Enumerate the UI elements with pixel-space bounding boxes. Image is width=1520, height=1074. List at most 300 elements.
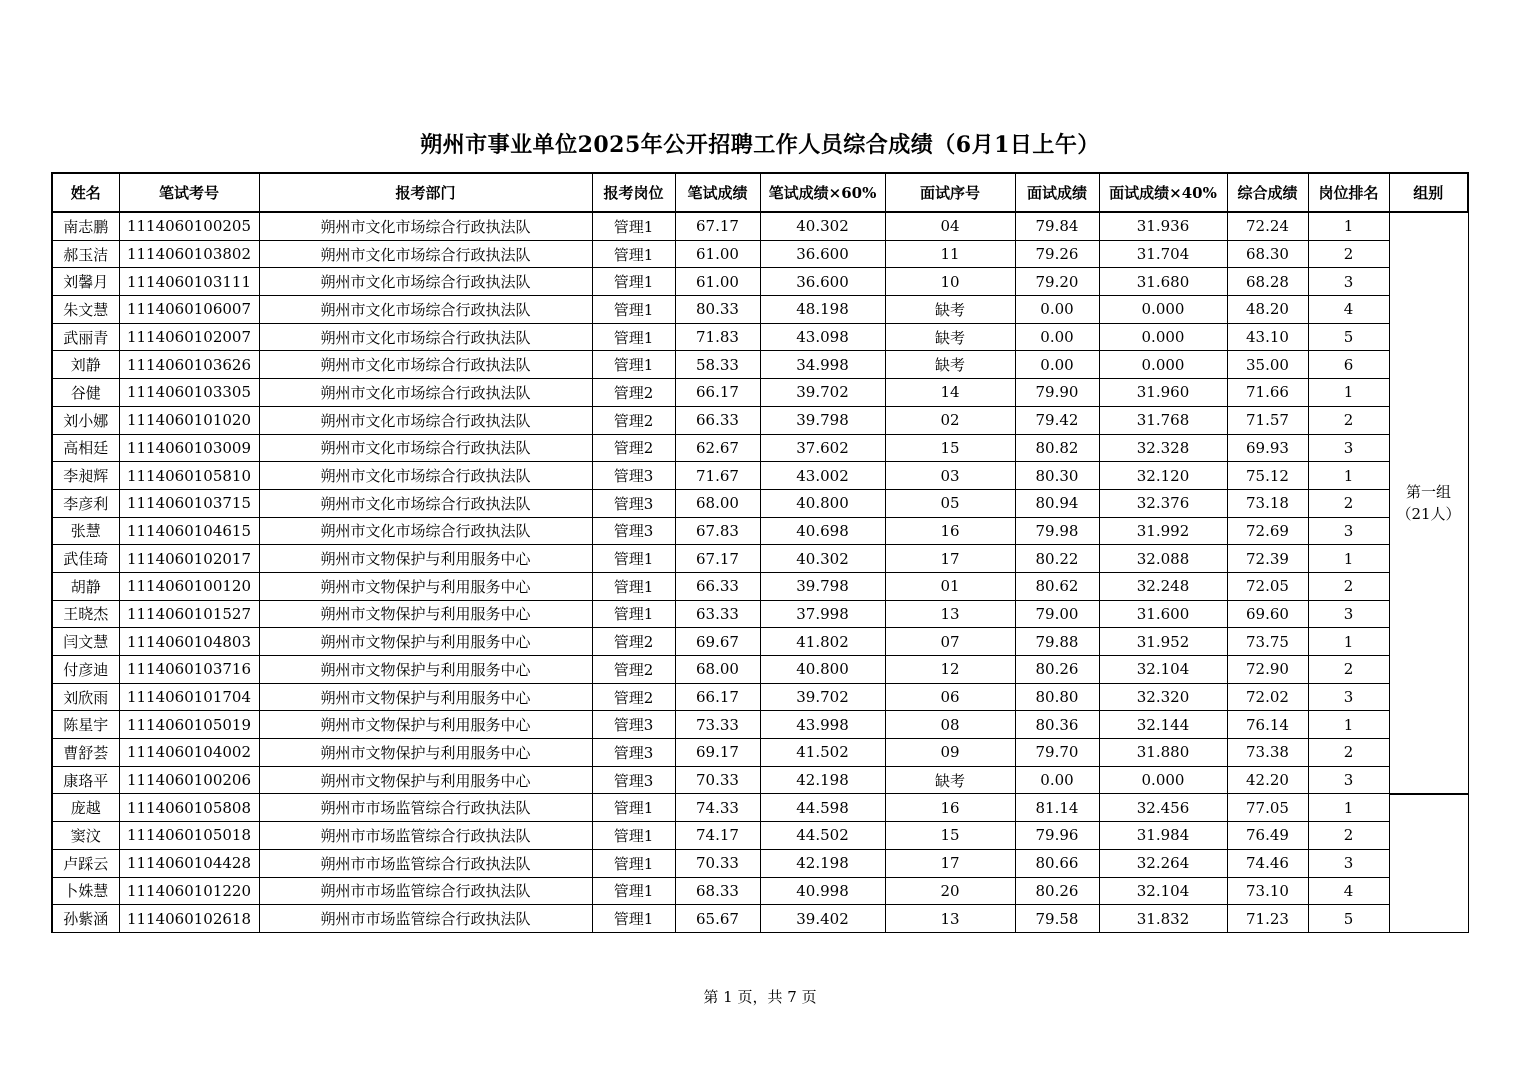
cell-exam-id: 1114060102618: [119, 905, 259, 933]
cell-total-score: 71.66: [1227, 379, 1308, 407]
cell-written-60: 39.402: [760, 905, 885, 933]
cell-written-score: 68.00: [675, 656, 760, 684]
cell-interview-seq: 缺考: [885, 296, 1015, 324]
table-row: [52, 489, 1468, 517]
cell-rank: 5: [1308, 323, 1389, 351]
cell-written-60: 41.502: [760, 739, 885, 767]
header-interview-40: 面试成绩×40%: [1099, 173, 1227, 212]
cell-exam-id: 1114060105810: [119, 462, 259, 490]
table-row: [52, 351, 1468, 379]
cell-written-60: 43.998: [760, 711, 885, 739]
table-row: [52, 794, 1468, 822]
table-row: [52, 462, 1468, 490]
cell-interview-40: 31.768: [1099, 406, 1227, 434]
cell-written-score: 66.17: [675, 683, 760, 711]
cell-department: 朔州市文化市场综合行政执法队: [259, 489, 592, 517]
table-row: [52, 739, 1468, 767]
cell-interview-seq: 05: [885, 489, 1015, 517]
cell-exam-id: 1114060105018: [119, 822, 259, 850]
table-row: [52, 766, 1468, 794]
cell-written-60: 37.602: [760, 434, 885, 462]
cell-name: 郝玉洁: [52, 240, 119, 268]
cell-exam-id: 1114060101527: [119, 600, 259, 628]
cell-interview-score: 0.00: [1015, 351, 1099, 379]
cell-name: 刘馨月: [52, 268, 119, 296]
cell-department: 朔州市文化市场综合行政执法队: [259, 268, 592, 296]
cell-written-score: 70.33: [675, 849, 760, 877]
cell-post: 管理1: [592, 240, 675, 268]
cell-rank: 3: [1308, 434, 1389, 462]
cell-post: 管理2: [592, 628, 675, 656]
cell-interview-score: 80.26: [1015, 877, 1099, 905]
cell-written-score: 69.67: [675, 628, 760, 656]
cell-interview-score: 80.26: [1015, 656, 1099, 684]
cell-name: 武佳琦: [52, 545, 119, 573]
cell-post: 管理1: [592, 849, 675, 877]
cell-rank: 1: [1308, 462, 1389, 490]
table-row: [52, 296, 1468, 324]
cell-written-score: 62.67: [675, 434, 760, 462]
cell-interview-seq: 13: [885, 905, 1015, 933]
cell-exam-id: 1114060101020: [119, 406, 259, 434]
cell-written-60: 43.098: [760, 323, 885, 351]
cell-post: 管理1: [592, 600, 675, 628]
table-row: [52, 711, 1468, 739]
cell-department: 朔州市市场监管综合行政执法队: [259, 877, 592, 905]
cell-interview-score: 80.22: [1015, 545, 1099, 573]
cell-name: 刘静: [52, 351, 119, 379]
cell-interview-seq: 03: [885, 462, 1015, 490]
cell-interview-seq: 缺考: [885, 323, 1015, 351]
table-row: [52, 268, 1468, 296]
cell-exam-id: 1114060103009: [119, 434, 259, 462]
cell-exam-id: 1114060100206: [119, 766, 259, 794]
cell-total-score: 76.14: [1227, 711, 1308, 739]
cell-written-60: 40.998: [760, 877, 885, 905]
cell-total-score: 35.00: [1227, 351, 1308, 379]
cell-name: 李彦利: [52, 489, 119, 517]
cell-interview-score: 79.26: [1015, 240, 1099, 268]
table-row: [52, 212, 1468, 240]
cell-interview-score: 79.98: [1015, 517, 1099, 545]
cell-total-score: 68.28: [1227, 268, 1308, 296]
cell-written-60: 40.698: [760, 517, 885, 545]
table-row: [52, 406, 1468, 434]
cell-post: 管理1: [592, 545, 675, 573]
cell-written-score: 70.33: [675, 766, 760, 794]
cell-rank: 5: [1308, 905, 1389, 933]
cell-exam-id: 1114060101220: [119, 877, 259, 905]
cell-interview-40: 0.000: [1099, 296, 1227, 324]
cell-name: 胡静: [52, 572, 119, 600]
cell-rank: 6: [1308, 351, 1389, 379]
cell-written-60: 41.802: [760, 628, 885, 656]
cell-total-score: 72.69: [1227, 517, 1308, 545]
cell-written-score: 74.33: [675, 794, 760, 822]
cell-interview-40: 31.960: [1099, 379, 1227, 407]
cell-post: 管理3: [592, 766, 675, 794]
cell-rank: 3: [1308, 600, 1389, 628]
cell-post: 管理1: [592, 905, 675, 933]
cell-exam-id: 1114060106007: [119, 296, 259, 324]
cell-written-score: 61.00: [675, 268, 760, 296]
cell-department: 朔州市文物保护与利用服务中心: [259, 656, 592, 684]
table-row: [52, 822, 1468, 850]
cell-interview-40: 32.456: [1099, 794, 1227, 822]
cell-post: 管理1: [592, 822, 675, 850]
cell-exam-id: 1114060104002: [119, 739, 259, 767]
cell-interview-40: 32.104: [1099, 877, 1227, 905]
cell-written-score: 67.17: [675, 212, 760, 240]
cell-name: 刘小娜: [52, 406, 119, 434]
cell-total-score: 42.20: [1227, 766, 1308, 794]
cell-department: 朔州市文化市场综合行政执法队: [259, 434, 592, 462]
cell-post: 管理2: [592, 434, 675, 462]
cell-post: 管理2: [592, 406, 675, 434]
cell-exam-id: 1114060102017: [119, 545, 259, 573]
cell-written-score: 67.83: [675, 517, 760, 545]
cell-department: 朔州市文化市场综合行政执法队: [259, 323, 592, 351]
cell-total-score: 73.10: [1227, 877, 1308, 905]
cell-total-score: 69.60: [1227, 600, 1308, 628]
cell-interview-score: 80.80: [1015, 683, 1099, 711]
cell-written-score: 65.67: [675, 905, 760, 933]
cell-post: 管理1: [592, 794, 675, 822]
cell-interview-40: 31.880: [1099, 739, 1227, 767]
group-label: 第一组 （21人）: [1389, 212, 1468, 794]
header-written-60: 笔试成绩×60%: [760, 173, 885, 212]
cell-exam-id: 1114060104615: [119, 517, 259, 545]
cell-post: 管理1: [592, 296, 675, 324]
cell-rank: 2: [1308, 739, 1389, 767]
cell-name: 陈星宇: [52, 711, 119, 739]
cell-post: 管理3: [592, 517, 675, 545]
cell-department: 朔州市市场监管综合行政执法队: [259, 905, 592, 933]
cell-name: 王晓杰: [52, 600, 119, 628]
cell-written-score: 66.33: [675, 406, 760, 434]
cell-department: 朔州市文化市场综合行政执法队: [259, 296, 592, 324]
cell-post: 管理3: [592, 711, 675, 739]
header-department: 报考部门: [259, 173, 592, 212]
table-row: [52, 434, 1468, 462]
cell-interview-score: 79.70: [1015, 739, 1099, 767]
cell-interview-40: 0.000: [1099, 351, 1227, 379]
table-row: [52, 656, 1468, 684]
cell-exam-id: 1114060103715: [119, 489, 259, 517]
cell-exam-id: 1114060100205: [119, 212, 259, 240]
cell-rank: 4: [1308, 296, 1389, 324]
cell-interview-score: 79.90: [1015, 379, 1099, 407]
cell-written-score: 80.33: [675, 296, 760, 324]
cell-written-score: 61.00: [675, 240, 760, 268]
cell-written-score: 71.67: [675, 462, 760, 490]
header-rank: 岗位排名: [1308, 173, 1389, 212]
cell-total-score: 74.46: [1227, 849, 1308, 877]
cell-interview-score: 80.36: [1015, 711, 1099, 739]
cell-total-score: 72.90: [1227, 656, 1308, 684]
cell-post: 管理1: [592, 351, 675, 379]
cell-interview-score: 79.84: [1015, 212, 1099, 240]
table-row: [52, 323, 1468, 351]
cell-total-score: 43.10: [1227, 323, 1308, 351]
cell-total-score: 72.39: [1227, 545, 1308, 573]
cell-exam-id: 1114060103111: [119, 268, 259, 296]
cell-rank: 2: [1308, 489, 1389, 517]
cell-total-score: 73.75: [1227, 628, 1308, 656]
cell-department: 朔州市文化市场综合行政执法队: [259, 406, 592, 434]
page-footer: 第 1 页，共 7 页: [703, 988, 817, 1006]
cell-interview-seq: 02: [885, 406, 1015, 434]
cell-rank: 3: [1308, 268, 1389, 296]
cell-interview-score: 80.30: [1015, 462, 1099, 490]
cell-interview-score: 80.66: [1015, 849, 1099, 877]
cell-written-score: 66.33: [675, 572, 760, 600]
cell-name: 南志鹏: [52, 212, 119, 240]
cell-exam-id: 1114060105808: [119, 794, 259, 822]
cell-rank: 1: [1308, 379, 1389, 407]
cell-name: 谷健: [52, 379, 119, 407]
cell-exam-id: 1114060100120: [119, 572, 259, 600]
cell-post: 管理1: [592, 323, 675, 351]
cell-interview-seq: 11: [885, 240, 1015, 268]
cell-total-score: 69.93: [1227, 434, 1308, 462]
table-row: [52, 849, 1468, 877]
cell-interview-40: 31.704: [1099, 240, 1227, 268]
page-title: 朔州市事业单位2025年公开招聘工作人员综合成绩（6月1日上午）: [420, 132, 1100, 158]
cell-written-score: 67.17: [675, 545, 760, 573]
cell-department: 朔州市文物保护与利用服务中心: [259, 600, 592, 628]
table-row: [52, 379, 1468, 407]
cell-rank: 2: [1308, 822, 1389, 850]
cell-written-60: 40.302: [760, 212, 885, 240]
cell-name: 卜姝慧: [52, 877, 119, 905]
cell-rank: 3: [1308, 683, 1389, 711]
cell-exam-id: 1114060103626: [119, 351, 259, 379]
cell-total-score: 75.12: [1227, 462, 1308, 490]
header-total-score: 综合成绩: [1227, 173, 1308, 212]
cell-name: 闫文慧: [52, 628, 119, 656]
cell-interview-40: 32.328: [1099, 434, 1227, 462]
cell-interview-score: 80.82: [1015, 434, 1099, 462]
table-row: [52, 240, 1468, 268]
cell-interview-40: 31.680: [1099, 268, 1227, 296]
cell-post: 管理3: [592, 489, 675, 517]
cell-interview-seq: 17: [885, 849, 1015, 877]
table-row: [52, 905, 1468, 933]
cell-post: 管理3: [592, 739, 675, 767]
cell-interview-seq: 09: [885, 739, 1015, 767]
table-row: [52, 545, 1468, 573]
cell-rank: 1: [1308, 711, 1389, 739]
cell-post: 管理1: [592, 212, 675, 240]
cell-interview-score: 0.00: [1015, 323, 1099, 351]
cell-interview-seq: 01: [885, 572, 1015, 600]
cell-department: 朔州市文物保护与利用服务中心: [259, 739, 592, 767]
header-row: [52, 173, 1468, 212]
cell-exam-id: 1114060105019: [119, 711, 259, 739]
cell-name: 刘欣雨: [52, 683, 119, 711]
cell-rank: 3: [1308, 766, 1389, 794]
cell-interview-seq: 12: [885, 656, 1015, 684]
cell-interview-seq: 缺考: [885, 766, 1015, 794]
cell-interview-seq: 14: [885, 379, 1015, 407]
header-post: 报考岗位: [592, 173, 675, 212]
cell-interview-40: 31.600: [1099, 600, 1227, 628]
cell-total-score: 48.20: [1227, 296, 1308, 324]
cell-interview-seq: 15: [885, 822, 1015, 850]
cell-written-60: 40.800: [760, 656, 885, 684]
cell-interview-score: 79.88: [1015, 628, 1099, 656]
cell-name: 曹舒荟: [52, 739, 119, 767]
cell-total-score: 72.24: [1227, 212, 1308, 240]
cell-post: 管理2: [592, 379, 675, 407]
cell-rank: 3: [1308, 517, 1389, 545]
cell-interview-score: 80.62: [1015, 572, 1099, 600]
header-written-score: 笔试成绩: [675, 173, 760, 212]
cell-interview-seq: 20: [885, 877, 1015, 905]
cell-interview-score: 81.14: [1015, 794, 1099, 822]
cell-total-score: 73.38: [1227, 739, 1308, 767]
cell-exam-id: 1114060103716: [119, 656, 259, 684]
cell-written-60: 43.002: [760, 462, 885, 490]
cell-interview-score: 0.00: [1015, 766, 1099, 794]
cell-interview-seq: 10: [885, 268, 1015, 296]
cell-total-score: 76.49: [1227, 822, 1308, 850]
cell-name: 李昶辉: [52, 462, 119, 490]
cell-interview-score: 0.00: [1015, 296, 1099, 324]
cell-department: 朔州市文物保护与利用服务中心: [259, 711, 592, 739]
cell-total-score: 71.57: [1227, 406, 1308, 434]
cell-written-60: 39.798: [760, 572, 885, 600]
cell-rank: 2: [1308, 406, 1389, 434]
cell-rank: 2: [1308, 572, 1389, 600]
cell-written-60: 34.998: [760, 351, 885, 379]
cell-exam-id: 1114060101704: [119, 683, 259, 711]
cell-department: 朔州市市场监管综合行政执法队: [259, 794, 592, 822]
cell-department: 朔州市文物保护与利用服务中心: [259, 545, 592, 573]
cell-written-score: 69.17: [675, 739, 760, 767]
cell-name: 朱文慧: [52, 296, 119, 324]
cell-department: 朔州市文化市场综合行政执法队: [259, 212, 592, 240]
cell-department: 朔州市文物保护与利用服务中心: [259, 766, 592, 794]
cell-department: 朔州市文化市场综合行政执法队: [259, 240, 592, 268]
cell-name: 孙紫涵: [52, 905, 119, 933]
cell-interview-40: 32.264: [1099, 849, 1227, 877]
cell-written-score: 58.33: [675, 351, 760, 379]
cell-written-60: 44.598: [760, 794, 885, 822]
cell-interview-40: 31.992: [1099, 517, 1227, 545]
cell-interview-40: 32.104: [1099, 656, 1227, 684]
cell-name: 张慧: [52, 517, 119, 545]
table-row: [52, 683, 1468, 711]
cell-interview-40: 0.000: [1099, 766, 1227, 794]
cell-written-60: 48.198: [760, 296, 885, 324]
cell-written-60: 40.302: [760, 545, 885, 573]
cell-rank: 1: [1308, 628, 1389, 656]
cell-rank: 4: [1308, 877, 1389, 905]
cell-interview-40: 32.376: [1099, 489, 1227, 517]
cell-rank: 3: [1308, 849, 1389, 877]
cell-department: 朔州市文化市场综合行政执法队: [259, 379, 592, 407]
cell-department: 朔州市市场监管综合行政执法队: [259, 822, 592, 850]
score-table: [51, 172, 1469, 933]
cell-interview-40: 31.984: [1099, 822, 1227, 850]
cell-post: 管理1: [592, 877, 675, 905]
table-row: [52, 517, 1468, 545]
cell-total-score: 73.18: [1227, 489, 1308, 517]
cell-rank: 2: [1308, 240, 1389, 268]
cell-total-score: 72.02: [1227, 683, 1308, 711]
cell-interview-40: 32.120: [1099, 462, 1227, 490]
cell-department: 朔州市文物保护与利用服务中心: [259, 628, 592, 656]
cell-name: 高相廷: [52, 434, 119, 462]
header-interview-seq: 面试序号: [885, 173, 1015, 212]
cell-interview-seq: 13: [885, 600, 1015, 628]
cell-post: 管理1: [592, 268, 675, 296]
cell-written-60: 39.798: [760, 406, 885, 434]
cell-written-60: 37.998: [760, 600, 885, 628]
cell-name: 付彦迪: [52, 656, 119, 684]
cell-written-score: 68.00: [675, 489, 760, 517]
cell-rank: 1: [1308, 794, 1389, 822]
cell-name: 康珞平: [52, 766, 119, 794]
cell-interview-40: 31.936: [1099, 212, 1227, 240]
cell-total-score: 72.05: [1227, 572, 1308, 600]
cell-written-score: 73.33: [675, 711, 760, 739]
cell-interview-score: 79.20: [1015, 268, 1099, 296]
cell-written-60: 40.800: [760, 489, 885, 517]
cell-interview-40: 32.144: [1099, 711, 1227, 739]
cell-written-60: 42.198: [760, 766, 885, 794]
cell-interview-seq: 16: [885, 794, 1015, 822]
table-row: [52, 628, 1468, 656]
cell-interview-score: 79.58: [1015, 905, 1099, 933]
cell-exam-id: 1114060104803: [119, 628, 259, 656]
cell-written-score: 63.33: [675, 600, 760, 628]
cell-interview-score: 79.00: [1015, 600, 1099, 628]
cell-written-60: 36.600: [760, 240, 885, 268]
cell-interview-score: 79.96: [1015, 822, 1099, 850]
cell-interview-40: 32.320: [1099, 683, 1227, 711]
cell-total-score: 68.30: [1227, 240, 1308, 268]
cell-rank: 1: [1308, 545, 1389, 573]
cell-written-60: 39.702: [760, 379, 885, 407]
cell-interview-score: 80.94: [1015, 489, 1099, 517]
cell-interview-40: 32.248: [1099, 572, 1227, 600]
cell-post: 管理2: [592, 656, 675, 684]
cell-written-60: 42.198: [760, 849, 885, 877]
cell-written-score: 71.83: [675, 323, 760, 351]
cell-post: 管理2: [592, 683, 675, 711]
cell-written-60: 44.502: [760, 822, 885, 850]
cell-interview-score: 79.42: [1015, 406, 1099, 434]
cell-written-60: 36.600: [760, 268, 885, 296]
header-group: 组别: [1389, 173, 1468, 212]
cell-interview-seq: 缺考: [885, 351, 1015, 379]
header-interview-score: 面试成绩: [1015, 173, 1099, 212]
cell-name: 窦汶: [52, 822, 119, 850]
cell-rank: 2: [1308, 656, 1389, 684]
cell-written-score: 66.17: [675, 379, 760, 407]
cell-written-score: 68.33: [675, 877, 760, 905]
cell-name: 卢踩云: [52, 849, 119, 877]
header-exam-id: 笔试考号: [119, 173, 259, 212]
cell-written-score: 74.17: [675, 822, 760, 850]
cell-interview-seq: 16: [885, 517, 1015, 545]
cell-interview-40: 31.832: [1099, 905, 1227, 933]
group-label-empty: [1389, 794, 1468, 932]
cell-interview-seq: 07: [885, 628, 1015, 656]
